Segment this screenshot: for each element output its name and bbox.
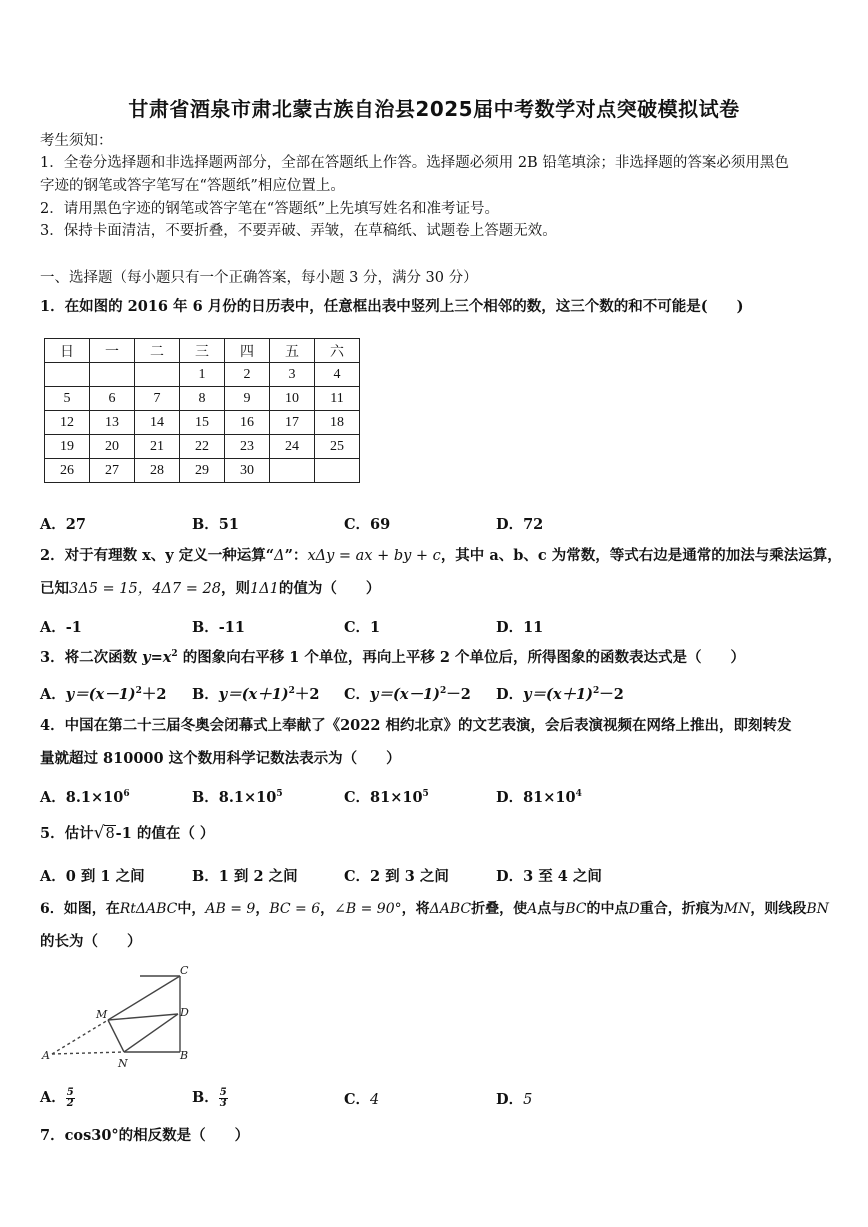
calendar-cell: 30 (225, 459, 270, 483)
option-base: D．81×10 (496, 789, 576, 806)
sqrt-radicand: 8 (105, 826, 115, 842)
page-title: 甘肃省酒泉市肃北蒙古族自治县2025届中考数学对点突破模拟试卷 (128, 97, 740, 121)
q3-option-d (496, 683, 624, 704)
q2-option-d: D．11 (496, 619, 544, 636)
q6-text: ， (255, 901, 270, 917)
q3-option-b (192, 683, 320, 704)
calendar-cell: 1 (180, 363, 225, 387)
q6-text: 重合，折痕为 (639, 901, 724, 917)
edge-an-dashed (52, 1052, 124, 1054)
q6-text: 的中点 (586, 901, 629, 917)
calendar-header-cell: 四 (225, 339, 270, 363)
calendar-row (45, 363, 360, 387)
option-tail: ＋2 (294, 686, 320, 703)
fraction (66, 1088, 75, 1109)
calendar-cell: 19 (45, 435, 90, 459)
q3-text: 3．将二次函数 (40, 649, 143, 666)
calendar-cell (270, 459, 315, 483)
fraction-numerator: 5 (219, 1086, 227, 1098)
calendar-table (44, 338, 360, 483)
q6-text: 6．如图，在 (40, 901, 120, 917)
q2-stem-line1 (40, 545, 842, 567)
label-d: D (180, 1006, 189, 1019)
calendar-header-cell: 六 (315, 339, 360, 363)
calendar-header-row (45, 339, 360, 363)
calendar-cell: 29 (180, 459, 225, 483)
option-tail: ＋2 (141, 686, 167, 703)
label-n: N (118, 1057, 128, 1070)
q5-option-b: B．1 到 2 之间 (192, 868, 298, 885)
q6-text: ，将 (401, 901, 430, 917)
calendar-cell: 25 (315, 435, 360, 459)
q2-text: ”： (284, 547, 308, 564)
calendar-cell: 10 (270, 387, 315, 411)
option-exponent: 5 (276, 789, 283, 800)
calendar-cell: 5 (45, 387, 90, 411)
calendar-cell: 21 (135, 435, 180, 459)
q2-ask-expr: 1Δ1 (249, 581, 279, 597)
q6-text: ， (320, 901, 335, 917)
q2-option-a: A．-1 (40, 619, 82, 636)
q6-text: ，则线段 (750, 901, 807, 917)
q6-text: 折叠，使 (471, 901, 528, 917)
option-expr: y＝(x＋1) (523, 686, 593, 703)
option-label: D． (496, 1091, 524, 1108)
calendar-cell (90, 363, 135, 387)
calendar-cell (315, 459, 360, 483)
option-value: 4 (370, 1092, 380, 1108)
q2-formula: xΔy = ax + by + c (307, 548, 441, 564)
calendar-cell: 6 (90, 387, 135, 411)
option-expr: y＝(x－1) (370, 686, 440, 703)
calendar-cell: 18 (315, 411, 360, 435)
option-base: A．8.1×10 (40, 789, 124, 806)
q2-text: ，则 (220, 580, 250, 597)
q6-option-c (344, 1088, 379, 1109)
q3-option-c (344, 683, 471, 704)
q5-option-a: A．0 到 1 之间 (40, 868, 145, 885)
q2-text: 2．对于有理数 x、y 定义一种运算“ (40, 547, 275, 564)
edge-mn (108, 1020, 124, 1052)
q6-option-d (496, 1088, 532, 1109)
calendar-cell (45, 363, 90, 387)
option-exponent: 2 (592, 686, 600, 697)
q6-text: 中， (177, 901, 206, 917)
q6-math: ∠B = 90° (334, 901, 402, 917)
option-base: B．8.1×10 (192, 789, 277, 806)
q6-math: ΔABC (429, 901, 472, 917)
q1-option-c: C．69 (344, 516, 391, 533)
edge-nd (124, 1014, 178, 1052)
calendar-cell: 23 (225, 435, 270, 459)
fraction-denominator: 2 (66, 1097, 74, 1109)
calendar-cell: 22 (180, 435, 225, 459)
fraction-numerator: 5 (66, 1086, 74, 1098)
edge-cm (108, 976, 180, 1020)
q2-text: 的值为（ ） (278, 580, 381, 597)
option-exponent: 2 (288, 686, 295, 697)
label-b: B (180, 1049, 189, 1062)
calendar-cell: 27 (90, 459, 135, 483)
q6-math: BN (806, 901, 829, 917)
q6-math: AB = 9 (205, 901, 256, 917)
q3-option-a (40, 683, 167, 704)
calendar-cell: 24 (270, 435, 315, 459)
calendar-row (45, 411, 360, 435)
notice-line-3: 3．保持卡面清洁，不要折叠，不要弄破、弄皱，在草稿纸、试题卷上答题无效。 (40, 223, 557, 239)
option-exponent: 5 (422, 789, 429, 800)
calendar-cell: 13 (90, 411, 135, 435)
edge-md (108, 1014, 178, 1020)
calendar-cell: 9 (225, 387, 270, 411)
calendar-cell: 12 (45, 411, 90, 435)
calendar-row (45, 459, 360, 483)
q3-stem (40, 647, 745, 669)
calendar-cell: 26 (45, 459, 90, 483)
q2-operator: Δ (274, 548, 285, 564)
option-exponent: 4 (575, 789, 582, 800)
notice-line-2: 2．请用黑色字迹的钢笔或答字笔在“答题纸”上先填写姓名和准考证号。 (40, 201, 500, 217)
q6-math: MN (723, 901, 751, 917)
q4-option-b (192, 786, 283, 807)
calendar-cell (135, 363, 180, 387)
calendar-header-cell: 五 (270, 339, 315, 363)
q1-option-d: D．72 (496, 516, 544, 533)
q2-option-c: C．1 (344, 619, 381, 636)
calendar-cell: 17 (270, 411, 315, 435)
option-label: A． (40, 686, 66, 703)
q2-condition: 3Δ5 = 15，4Δ7 = 28 (69, 581, 221, 597)
q4-stem-line2: 量就超过 810000 这个数用科学记数法表示为（ ） (40, 750, 401, 767)
q2-text: ，其中 a、b、c 为常数，等式右边是通常的加法与乘法运算， (440, 547, 842, 564)
calendar-cell: 15 (180, 411, 225, 435)
calendar-header-cell: 二 (135, 339, 180, 363)
q6-math: BC = 6 (269, 901, 321, 917)
q6-stem-line2: 的长为（ ） (40, 933, 142, 950)
q5-text: 5．估计 (40, 825, 94, 842)
q4-option-d (496, 786, 582, 807)
q6-math: RtΔABC (119, 901, 178, 917)
q6-triangle-figure (40, 962, 200, 1074)
q1-stem: 1．在如图的 2016 年 6 月份的日历表中，任意框出表中竖列上三个相邻的数，这三个数的和不可能是( ) (40, 298, 744, 315)
q2-stem-line2 (40, 578, 380, 600)
option-tail: －2 (599, 686, 624, 703)
q5-text: -1 的值在（ ） (115, 825, 215, 842)
option-base: C．81×10 (344, 789, 423, 806)
notice-line-1b: 字迹的钢笔或答字笔写在“答题纸”相应位置上。 (40, 178, 345, 194)
label-c: C (180, 964, 189, 977)
option-exponent: 2 (439, 686, 447, 697)
sqrt-symbol: √ (93, 823, 105, 843)
calendar-cell: 14 (135, 411, 180, 435)
calendar-cell: 28 (135, 459, 180, 483)
q6-stem-line1 (40, 898, 829, 920)
fraction (219, 1088, 228, 1109)
option-label: C． (344, 1091, 371, 1108)
q6-option-a (40, 1086, 75, 1109)
q5-stem (40, 822, 214, 845)
q1-option-a: A．27 (40, 516, 86, 533)
q6-math: BC (565, 901, 587, 917)
option-label: B． (192, 686, 219, 703)
q1-option-b: B．51 (192, 516, 239, 533)
option-tail: －2 (446, 686, 471, 703)
q2-option-b: B．-11 (192, 619, 245, 636)
calendar-header-cell: 日 (45, 339, 90, 363)
calendar-cell: 16 (225, 411, 270, 435)
calendar-cell: 20 (90, 435, 135, 459)
calendar-cell: 8 (180, 387, 225, 411)
q3-function: y=x (142, 649, 172, 666)
q3-exponent: 2 (171, 649, 178, 660)
notice-heading: 考生须知： (40, 133, 113, 149)
calendar-cell: 3 (270, 363, 315, 387)
option-label: D． (496, 686, 524, 703)
q3-text: 的图象向右平移 1 个单位，再向上平移 2 个单位后，所得图象的函数表达式是（ ） (177, 649, 746, 666)
q5-option-d: D．3 至 4 之间 (496, 868, 602, 885)
calendar-header-cell: 三 (180, 339, 225, 363)
q4-option-a (40, 786, 130, 807)
calendar-header-cell: 一 (90, 339, 135, 363)
edge-am-dashed (52, 1020, 108, 1054)
q6-math: A (527, 901, 538, 917)
option-exponent: 2 (135, 686, 142, 697)
q6-text: 点与 (537, 901, 566, 917)
q7-stem: 7．cos30°的相反数是（ ） (40, 1127, 250, 1144)
option-value: 5 (523, 1092, 533, 1108)
label-a: A (42, 1049, 50, 1062)
calendar-cell: 7 (135, 387, 180, 411)
option-expr: y＝(x－1) (65, 686, 136, 703)
label-m: M (96, 1008, 108, 1021)
section-heading: 一、选择题（每小题只有一个正确答案，每小题 3 分，满分 30 分） (40, 270, 478, 286)
option-label: A． (40, 1089, 66, 1106)
option-label: C． (344, 686, 371, 703)
option-exponent: 6 (123, 789, 130, 800)
q6-option-b (192, 1086, 228, 1109)
calendar-cell: 2 (225, 363, 270, 387)
calendar-cell: 4 (315, 363, 360, 387)
notice-line-1a: 1．全卷分选择题和非选择题两部分，全部在答题纸上作答。选择题必须用 2B 铅笔填涂；非选择题的答案必须用黑色 (40, 155, 789, 171)
calendar-cell: 11 (315, 387, 360, 411)
calendar-row (45, 387, 360, 411)
q2-text: 已知 (40, 580, 69, 597)
q4-stem-line1: 4．中国在第二十三届冬奥会闭幕式上奉献了《2022 相约北京》的文艺表演，会后表演视频在网络上推出，即刻转发 (40, 717, 792, 734)
q4-option-c (344, 786, 429, 807)
fraction-denominator: 3 (219, 1097, 227, 1109)
option-expr: y＝(x＋1) (218, 686, 289, 703)
calendar-row (45, 435, 360, 459)
option-label: B． (192, 1089, 219, 1106)
q6-math: D (628, 901, 640, 917)
q5-option-c: C．2 到 3 之间 (344, 868, 449, 885)
